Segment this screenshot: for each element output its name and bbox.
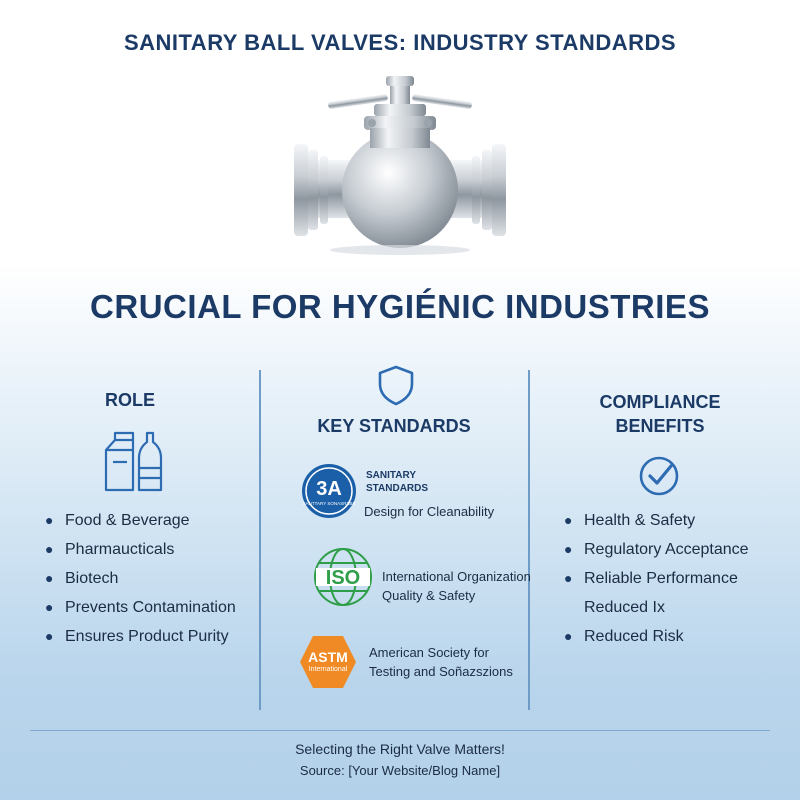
column-divider-right — [528, 370, 530, 710]
footer-source: Source: [Your Website/Blog Name] — [299, 763, 501, 778]
checkmark-circle-icon — [637, 454, 681, 503]
list-item: ● Ensures Product Purity — [45, 628, 229, 645]
role-title: ROLE — [104, 390, 155, 410]
compliance-list — [564, 506, 749, 651]
iso-logo — [312, 546, 374, 613]
3a-name: SANITARY STANDARDS — [366, 470, 429, 494]
3a-logo-text: 3A — [316, 478, 342, 500]
astm-description: American Society for Testing and Soñazszions — [369, 645, 513, 679]
list-item: ● Prevents Contamination — [45, 599, 236, 616]
list-item: ● Reliable Performance — [564, 570, 738, 587]
role-list — [45, 506, 236, 651]
footer-divider — [30, 730, 770, 731]
list-item: ● Health & Safety — [564, 512, 696, 529]
section-heading: CRUCIAL FOR HYGIÉNIC INDUSTRIES — [90, 288, 710, 325]
column-divider-left — [259, 370, 261, 710]
iso-description: International Organization Quality & Safety — [382, 569, 531, 603]
list-item: ● Food & Beverage — [45, 512, 190, 529]
astm-logo — [298, 634, 358, 695]
food-and-beverage-packaging-icon — [103, 430, 165, 499]
footer-tagline: Selecting the Right Valve Matters! — [295, 741, 505, 757]
shield-icon — [376, 364, 416, 411]
astm-logo-text: ASTM — [308, 649, 348, 665]
standards-title: KEY STANDARDS — [317, 416, 471, 436]
list-item: ● Regulatory Acceptance — [564, 541, 749, 558]
astm-logo-subtext: International — [308, 666, 348, 673]
compliance-title: COMPLIANCE BENEFITS — [599, 392, 721, 436]
iso-logo-text: ISO — [325, 567, 361, 589]
page-title: SANITARY BALL VALVES: INDUSTRY STANDARDS — [123, 30, 677, 55]
list-item: ● Pharmaucticals — [45, 541, 175, 558]
3a-logo — [300, 462, 358, 525]
3a-description: Design for Cleanability — [364, 504, 495, 519]
list-item: ● Reduced Risk — [564, 628, 684, 645]
list-item: ● Biotech — [45, 570, 119, 587]
list-item: Reduced Ix — [584, 599, 665, 616]
3a-logo-subtext: SANTTARY SONASRSBS — [302, 501, 356, 506]
ball-valve-illustration — [290, 72, 510, 257]
